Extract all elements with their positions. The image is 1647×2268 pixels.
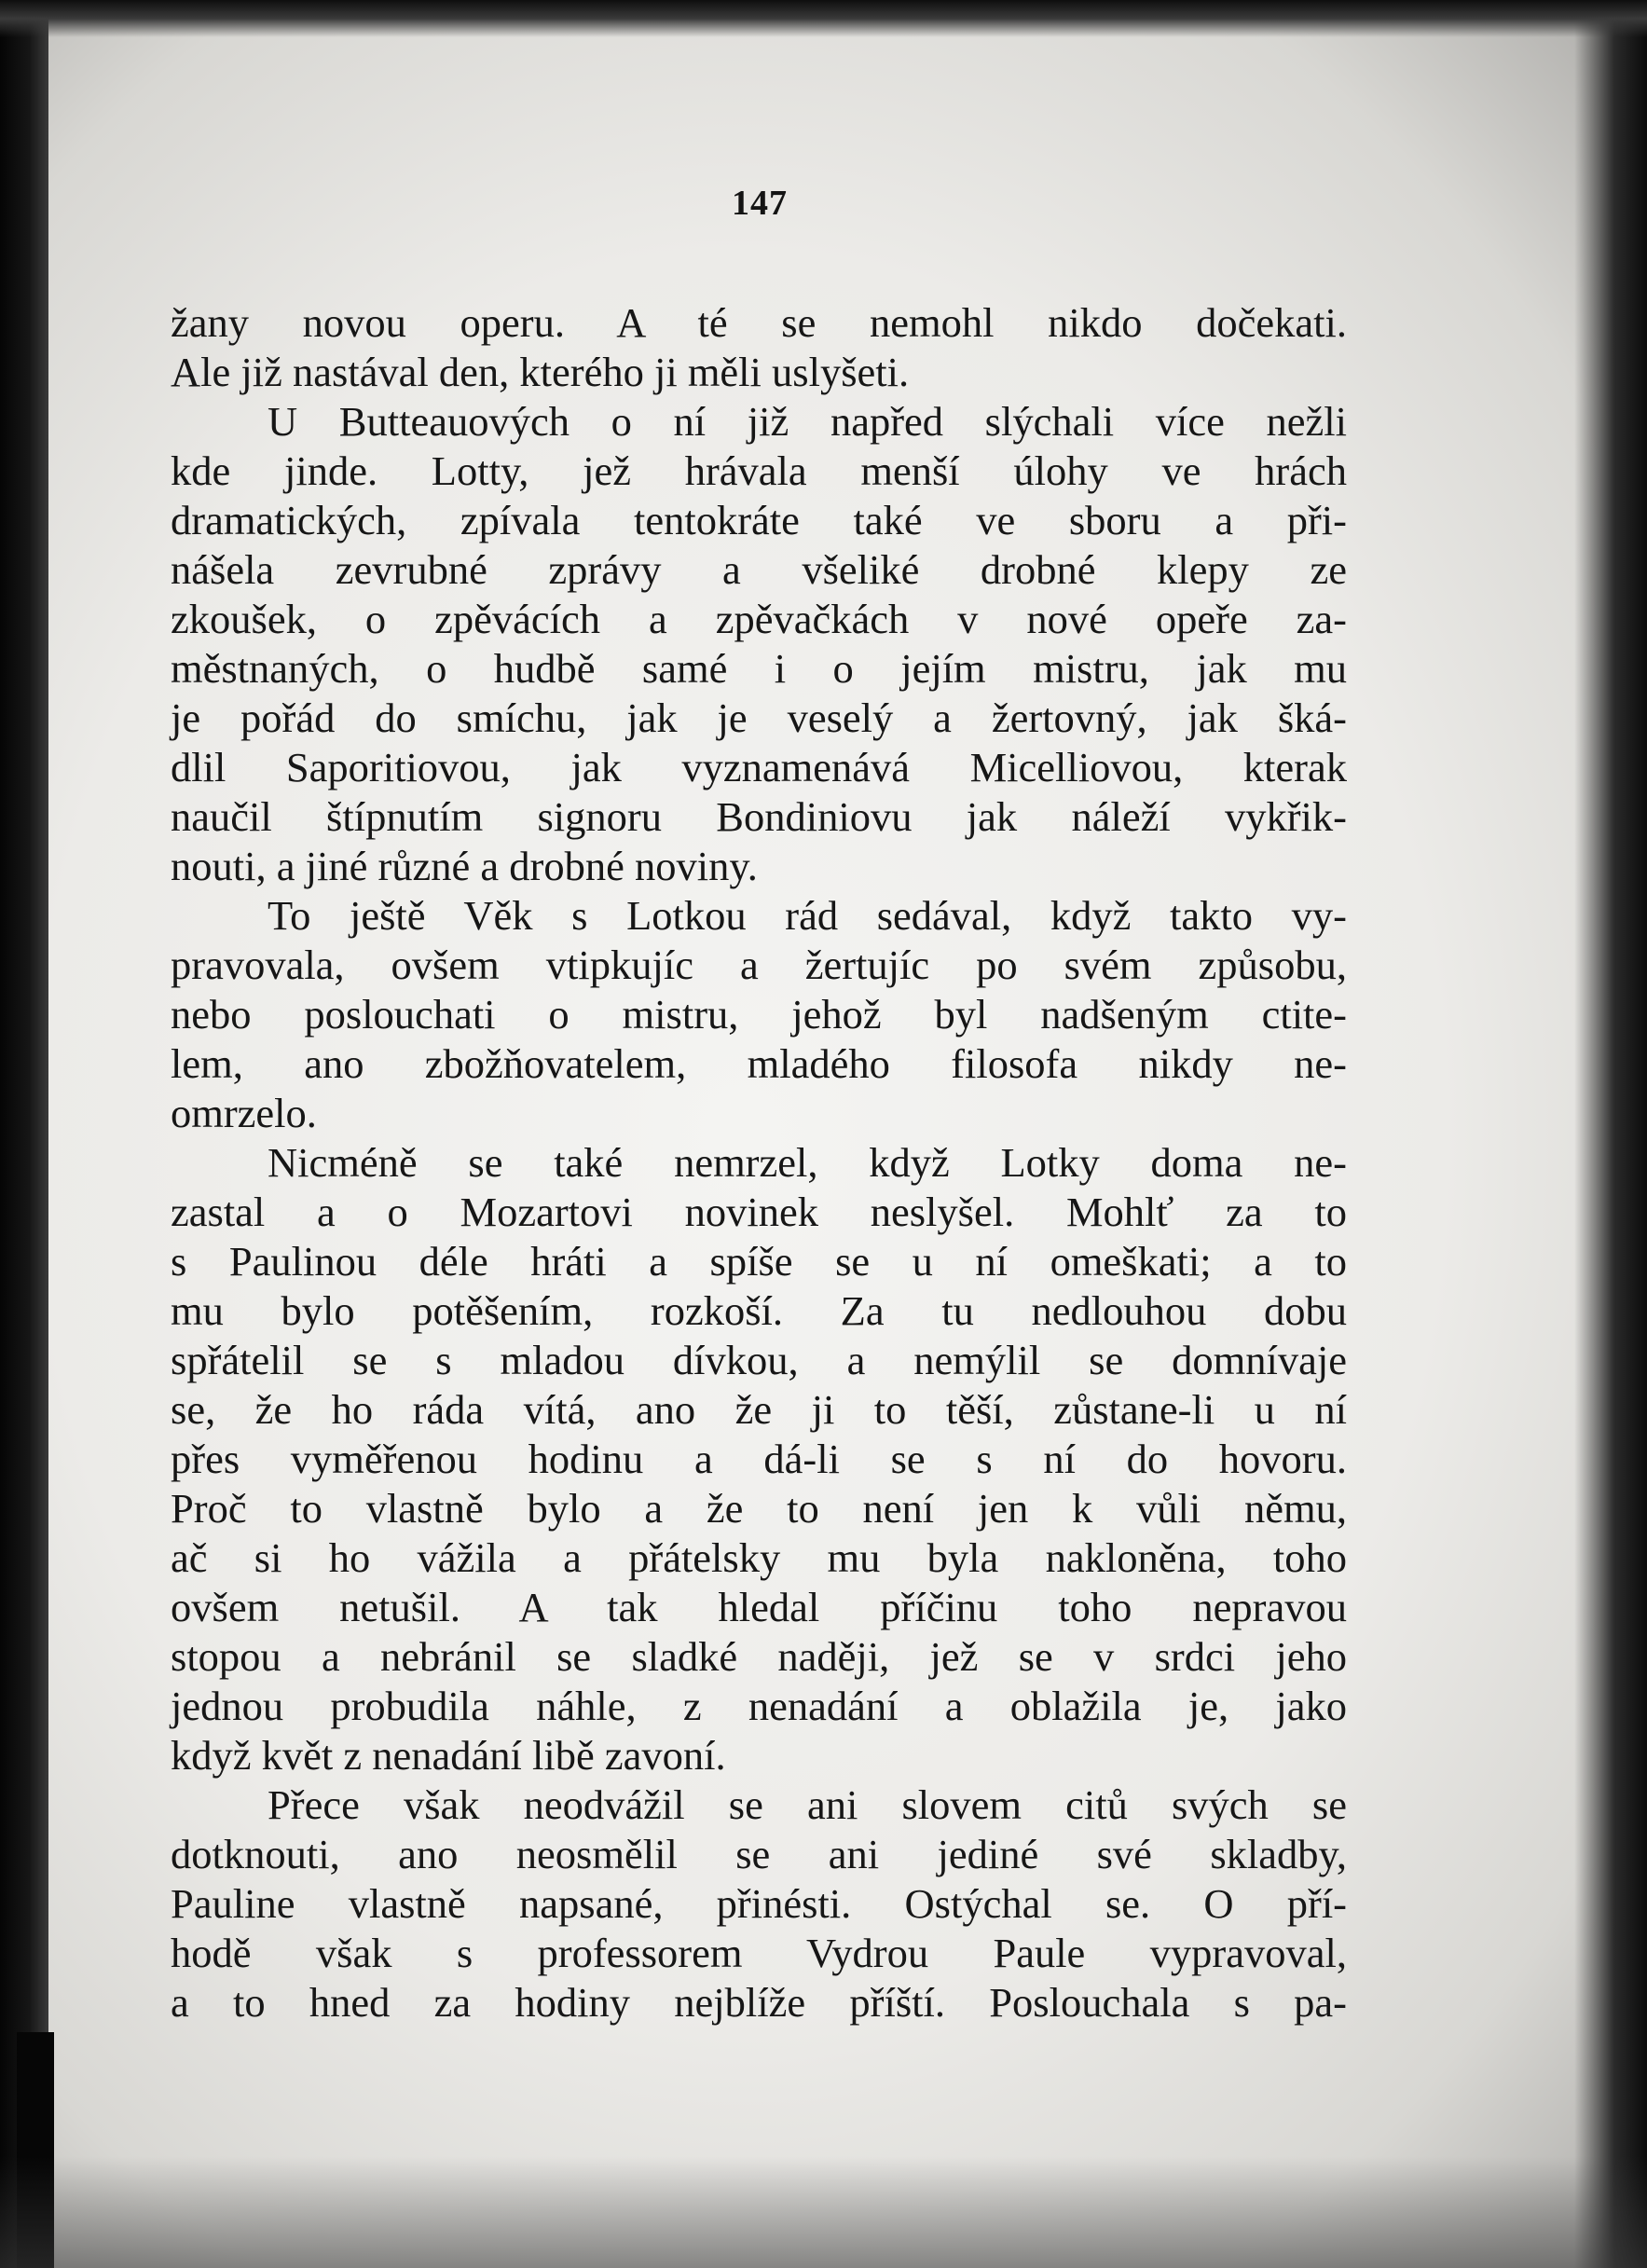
text-line: stopou a nebránil se sladké naději, jež se v srdci jeho (171, 1633, 1347, 1680)
text-line: kde jinde. Lotty, jež hrávala menší úlohy ve hrách (171, 447, 1347, 494)
text-line: U Butteauových o ní již napřed slýchali více nežli (268, 398, 1347, 445)
text-line: zkoušek, o zpěvácích a zpěvačkách v nové opeře za- (171, 596, 1347, 642)
text-line: dramatických, zpívala tentokráte také ve sboru a při- (171, 497, 1347, 543)
text-line: a to hned za hodiny nejblíže příští. Poslouchala s pa- (171, 1979, 1347, 2026)
top-page-edge (0, 0, 1647, 37)
text-line: mu bylo potěšením, rozkoší. Za tu nedlouhou dobu (171, 1287, 1347, 1334)
text-line: nášela zevrubné zprávy a všeliké drobné klepy ze (171, 546, 1347, 593)
text-line: zastal a o Mozartovi novinek neslyšel. Mohlť za to (171, 1189, 1347, 1235)
text-line: ač si ho vážila a přátelsky mu byla nakloněna, toho (171, 1534, 1347, 1581)
text-line: omrzelo. (171, 1090, 317, 1136)
right-page-edge (1574, 0, 1647, 2268)
text-line: pravovala, ovšem vtipkujíc a žertujíc po svém způsobu, (171, 942, 1347, 988)
text-line: městnaných, o hudbě samé i o jejím mistru, jak mu (171, 645, 1347, 692)
text-line: Pauline vlastně napsané, přinésti. Ostýchal se. O pří- (171, 1880, 1347, 1927)
text-line: nebo poslouchati o mistru, jehož byl nadšeným ctite- (171, 991, 1347, 1038)
text-line: Přece však neodvážil se ani slovem citů svých se (268, 1781, 1347, 1828)
text-line: Proč to vlastně bylo a že to není jen k vůli němu, (171, 1485, 1347, 1532)
text-line: hodě však s professorem Vydrou Paule vypravoval, (171, 1930, 1347, 1976)
text-line: je pořád do smíchu, jak je veselý a žertovný, jak šká- (171, 694, 1347, 741)
bottom-shadow (0, 2156, 1647, 2268)
text-line: spřátelil se s mladou dívkou, a nemýlil se domnívaje (171, 1337, 1347, 1383)
text-line: dotknouti, ano neosmělil se ani jediné své skladby, (171, 1831, 1347, 1877)
text-line: přes vyměřenou hodinu a dá-li se s ní do hovoru. (171, 1436, 1347, 1482)
text-line: nouti, a jiné různé a drobné noviny. (171, 843, 758, 889)
text-line: když květ z nenadání libě zavoní. (171, 1732, 726, 1779)
body-text (171, 298, 1347, 2027)
text-line: žany novou operu. A té se nemohl nikdo dočekati. (171, 299, 1347, 346)
text-line: Ale již nastával den, kterého ji měli uslyšeti. (171, 349, 910, 395)
text-line: To ještě Věk s Lotkou rád sedával, když takto vy- (268, 892, 1347, 939)
text-line: s Paulinou déle hráti a spíše se u ní omeškati; a to (171, 1238, 1347, 1285)
page-number: 147 (732, 184, 788, 223)
book-binding-edge (0, 0, 48, 2268)
text-line: jednou probudila náhle, z nenadání a oblažila je, jako (171, 1683, 1347, 1729)
text-line: lem, ano zbožňovatelem, mladého filosofa nikdy ne- (171, 1040, 1347, 1087)
text-line: naučil štípnutím signoru Bondiniovu jak náleží vykřik- (171, 793, 1347, 840)
text-line: ovšem netušil. A tak hledal příčinu toho nepravou (171, 1584, 1347, 1630)
text-line: dlil Saporitiovou, jak vyznamenává Micelliovou, kterak (171, 744, 1347, 790)
text-line: Nicméně se také nemrzel, když Lotky doma ne- (268, 1139, 1347, 1186)
text-line: se, že ho ráda vítá, ano že ji to těší, zůstane-li u ní (171, 1386, 1347, 1433)
